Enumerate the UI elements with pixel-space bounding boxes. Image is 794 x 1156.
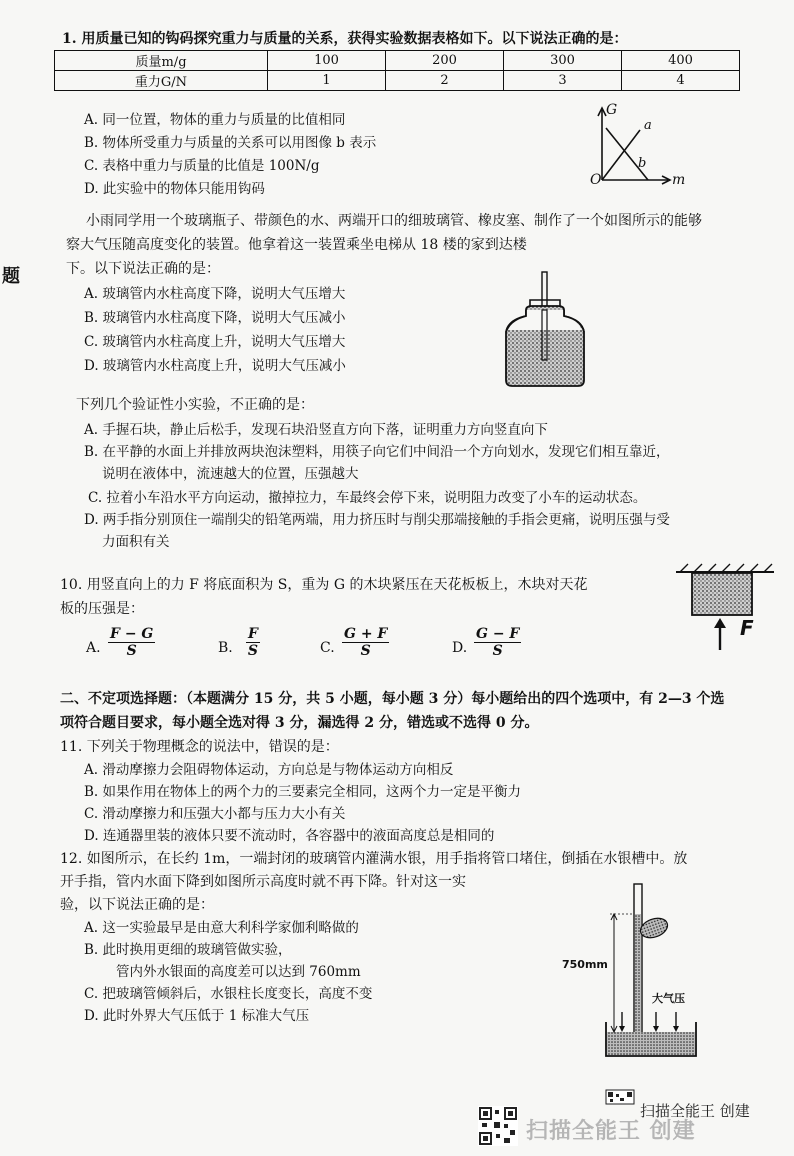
q12-option-a: A. 这一实验最早是由意大利科学家伽利略做的 — [84, 920, 359, 936]
wood-block — [692, 573, 752, 615]
q11-option-d: D. 连通器里装的液体只要不流动时，各容器中的液面高度总是相同的 — [84, 828, 495, 844]
q2-stem-line1: 小雨同学用一个玻璃瓶子、带颜色的水、两端开口的细玻璃管、橡皮塞、制作了一个如图所示的能够 — [86, 213, 702, 229]
q10-option-d-label: D. — [452, 640, 468, 656]
fraction-numerator: G − F — [476, 626, 520, 642]
q10-option-b-fraction — [246, 626, 260, 659]
table-row — [55, 51, 740, 71]
q2-stem-line2: 察大气压随高度变化的装置。他拿着这一装置乘坐电梯从 18 楼的家到达楼 — [66, 237, 527, 253]
q1-stem: 1. 用质量已知的钩码探究重力与质量的关系，获得实验数据表格如下。以下说法正确的是： — [62, 31, 628, 47]
fraction-numerator: F — [248, 626, 258, 642]
q10-option-a-fraction — [108, 626, 155, 659]
q2-option-a: A. 玻璃管内水柱高度下降，说明大气压增大 — [84, 286, 346, 302]
qr-code-icon — [478, 1106, 518, 1146]
table-cell: 3 — [504, 71, 622, 91]
section2-heading-line1: 二、不定项选择题：（本题满分 15 分，共 5 小题，每小题 3 分）每小题给出的四个选项中，有 2—3 个选 — [60, 691, 725, 707]
q10-option-a-label: A. — [86, 640, 101, 656]
table-cell: 重力G/N — [55, 71, 268, 91]
q12-option-c: C. 把玻璃管倾斜后，水银柱长度变长，高度不变 — [84, 986, 373, 1002]
q10-option-d-fraction — [474, 626, 521, 659]
table-cell: 1 — [268, 71, 386, 91]
q1-option-c: C. 表格中重力与质量的比值是 100N/g — [84, 158, 320, 174]
q2-bottle-figure — [492, 270, 592, 390]
table-cell: 2 — [386, 71, 504, 91]
q3-option-a: A. 手握石块，静止后松手，发现石块沿竖直方向下落，证明重力方向竖直向下 — [84, 422, 548, 438]
table-cell: 质量m/g — [55, 51, 268, 71]
table-cell: 100 — [268, 51, 386, 71]
q12-option-b-cont: 管内外水银面的高度差可以达到 760mm — [116, 964, 361, 980]
fraction-denominator: S — [247, 643, 259, 659]
line-b — [606, 128, 648, 180]
q3-stem: 下列几个验证性小实验，不正确的是： — [76, 397, 314, 413]
q10-option-c-label: C. — [320, 640, 335, 656]
watermark-small-text: 扫描全能王 创建 — [640, 1102, 750, 1120]
fraction-numerator: F − G — [110, 626, 154, 642]
q2-option-c: C. 玻璃管内水柱高度上升，说明大气压增大 — [84, 334, 346, 350]
fraction-denominator: S — [492, 643, 503, 659]
q12-stem-line2: 开手指，管内水面下降到如图所示高度时就不再下降。针对这一实 — [60, 874, 466, 890]
q12-pressure-label: 大气压 — [652, 992, 685, 1005]
margin-char: 题 — [2, 266, 20, 287]
q12-height-label: 750mm — [562, 958, 608, 971]
q3-option-d: D. 两手指分别顶住一端削尖的铅笔两端，用力挤压时与削尖那端接触的手指会更痛，说明压强与受 — [84, 512, 670, 528]
q1-option-d: D. 此实验中的物体只能用钩码 — [84, 181, 265, 197]
q11-option-c: C. 滑动摩擦力和压强大小都与压力大小有关 — [84, 806, 346, 822]
q12-stem-line1: 12. 如图所示，在长约 1m，一端封闭的玻璃管内灌满水银，用手指将管口堵住，倒插在水银槽中。放 — [60, 851, 688, 867]
q12-torricelli-figure — [596, 870, 706, 1070]
fraction-denominator: S — [360, 643, 371, 659]
q10-stem-line2: 板的压强是： — [60, 601, 144, 617]
table-cell: 4 — [622, 71, 740, 91]
q1-graph-x-label: m — [672, 172, 686, 188]
q12-option-b: B. 此时换用更细的玻璃管做实验， — [84, 942, 292, 958]
q10-option-b-label: B. — [218, 640, 233, 656]
q1-graph-figure — [588, 104, 684, 188]
q10-force-label: F — [740, 616, 754, 640]
line-a — [602, 130, 640, 180]
q3-option-d-cont: 力面积有关 — [102, 534, 170, 550]
watermark-large-text: 扫描全能王 创建 — [526, 1119, 696, 1144]
q1-graph-y-label: G — [606, 102, 618, 118]
q12-stem-line3: 验，以下说法正确的是： — [60, 897, 214, 913]
q1-graph-a-label: a — [644, 118, 652, 133]
q1-graph-b-label: b — [638, 156, 647, 171]
table-cell: 400 — [622, 51, 740, 71]
q10-stem-line1: 10. 用竖直向上的力 F 将底面积为 S，重为 G 的木块紧压在天花板板上，木块对天花 — [60, 577, 588, 593]
q1-graph-origin-label: O — [590, 172, 602, 188]
q3-option-c: C. 拉着小车沿水平方向运动，撤掉拉力，车最终会停下来，说明阻力改变了小车的运动状态。 — [88, 490, 647, 506]
fraction-denominator: S — [126, 643, 137, 659]
q3-option-b-cont: 说明在液体中，流速越大的位置，压强越大 — [102, 466, 359, 482]
q11-option-b: B. 如果作用在物体上的两个力的三要素完全相同，这两个力一定是平衡力 — [84, 784, 522, 800]
table-cell: 300 — [504, 51, 622, 71]
q10-option-c-fraction — [342, 626, 389, 659]
q10-ceiling-figure — [670, 562, 780, 652]
q2-option-d: D. 玻璃管内水柱高度上升，说明大气压减小 — [84, 358, 346, 374]
qr-code-icon — [606, 1090, 634, 1104]
q1-data-table — [54, 50, 740, 91]
table-cell: 200 — [386, 51, 504, 71]
q1-option-a: A. 同一位置，物体的重力与质量的比值相同 — [84, 112, 346, 128]
q1-option-b: B. 物体所受重力与质量的关系可以用图像 b 表示 — [84, 135, 377, 151]
section2-heading-line2: 项符合题目要求，每小题全选对得 3 分，漏选得 2 分，错选或不选得 0 分。 — [60, 715, 539, 731]
table-row — [55, 71, 740, 91]
q2-option-b: B. 玻璃管内水柱高度下降，说明大气压减小 — [84, 310, 346, 326]
q11-option-a: A. 滑动摩擦力会阻碍物体运动，方向总是与物体运动方向相反 — [84, 762, 454, 778]
q12-option-d: D. 此时外界大气压低于 1 标准大气压 — [84, 1008, 310, 1024]
q3-option-b: B. 在平静的水面上并排放两块泡沫塑料，用筷子向它们中间沿一个方向划水，发现它们相互靠近， — [84, 444, 670, 460]
q11-stem: 11. 下列关于物理概念的说法中，错误的是： — [60, 739, 339, 755]
q2-stem-line3: 下。以下说法正确的是： — [66, 261, 220, 277]
fraction-numerator: G + F — [344, 626, 388, 642]
